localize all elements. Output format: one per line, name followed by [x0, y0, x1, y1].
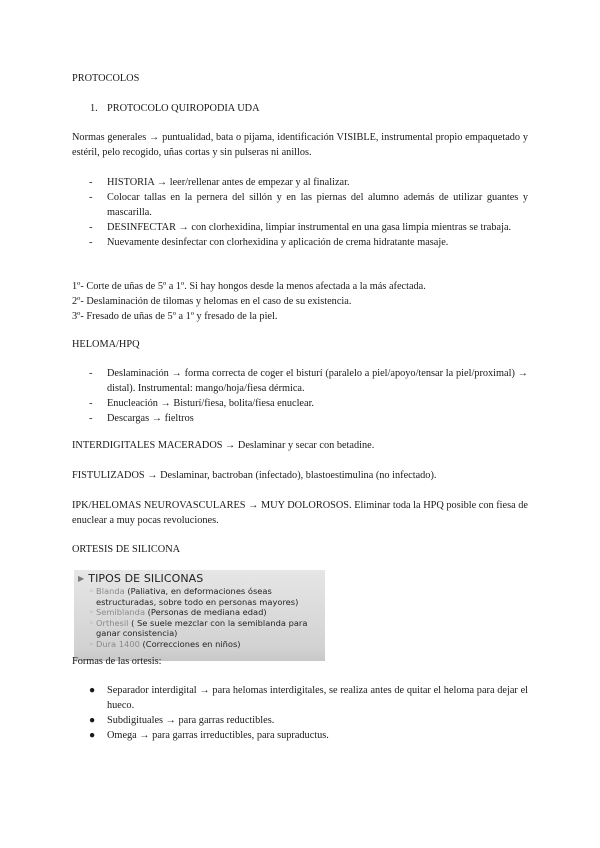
list-item: - Descargas → fieltros: [89, 413, 194, 424]
siliconas-image: [74, 570, 325, 661]
ipk-paragraph: IPK/HELOMAS NEUROVASCULARES → MUY DOLOROSOS. Eliminar toda la HPQ posible con fiesa de enuclear a muy pocas revoluciones.: [72, 500, 528, 526]
step-line: 3º- Fresado de uñas de 5º a 1º y fresado de la piel.: [72, 311, 278, 322]
list-item: - Enucleación → Bisturí/fiesa, bolita/fiesa enuclear.: [89, 398, 315, 409]
protocol-list: [72, 175, 528, 250]
protocol-title-text: PROTOCOLO QUIROPODIA UDA: [107, 103, 260, 114]
silicona-item: ◦ Orthesil ( Se suele mezclar con la semiblanda para ganar consistencia): [89, 617, 308, 638]
list-item: - DESINFECTAR → con clorhexidina, limpiar instrumental en una gasa limpia mientras se trabaja.: [89, 222, 512, 233]
list-item: ● Omega → para garras irreductibles, para supraductus.: [89, 730, 329, 741]
steps-block: [72, 279, 528, 324]
step-line: 2º- Deslaminación de tilomas y helomas en el caso de su existencia.: [72, 296, 352, 307]
interdigitales-paragraph: INTERDIGITALES MACERADOS → Deslaminar y secar con betadine.: [72, 440, 375, 451]
siliconas-list: [78, 586, 325, 649]
step-line: 1º- Corte de uñas de 5º a 1º. Si hay hongos desde la menos afectada a la más afectada.: [72, 281, 426, 292]
silicona-item: ◦ Dura 1400 (Correcciones en niños): [89, 638, 241, 649]
triangle-bullet-icon: ▶: [78, 574, 85, 583]
page-heading: PROTOCOLOS: [72, 73, 140, 84]
normas-paragraph: Normas generales → puntualidad, bata o pijama, identificación VISIBLE, instrumental propio empaquetado y estéril, pelo recogido, uñas cortas y sin pulseras ni anillos.: [72, 132, 528, 158]
formas-heading: Formas de las ortesis:: [72, 656, 162, 667]
silicona-item: ◦ Blanda (Paliativa, en deformaciones óseas estructuradas, sobre todo en personas mayores): [89, 586, 299, 607]
heloma-list: [72, 366, 528, 426]
list-item: - Colocar tallas en la pernera del sillón y en las piernas del alumno además de utilizar guantes y mascarilla.: [89, 192, 528, 218]
fistulizados-paragraph: FISTULIZADOS → Deslaminar, bactroban (infectado), blastoestimulina (no infectado).: [72, 470, 437, 481]
heloma-heading: HELOMA/HPQ: [72, 339, 140, 350]
list-item: - Nuevamente desinfectar con clorhexidina y aplicación de crema hidratante masaje.: [89, 237, 449, 248]
formas-list: [72, 683, 528, 743]
list-item: ● Subdigituales → para garras reductibles.: [89, 715, 275, 726]
protocol-number: 1.: [90, 103, 98, 114]
silicona-item: ◦ Semiblanda (Personas de mediana edad): [89, 607, 267, 617]
list-item: - Deslaminación → forma correcta de coger el bisturí (paralelo a piel/apoyo/tensar la piel/proximal) → distal). Instrumental: mango/hoja/fiesa dérmica.: [89, 368, 528, 394]
protocol-title: [72, 101, 546, 116]
list-item: ● Separador interdigital → para helomas interdigitales, se realiza antes de quitar el heloma para dejar el hueco.: [89, 685, 528, 711]
ortesis-heading: ORTESIS DE SILICONA: [72, 544, 181, 555]
list-item: - HISTORIA → leer/rellenar antes de empezar y al finalizar.: [89, 177, 350, 188]
siliconas-title: ▶ TIPOS DE SILICONAS: [78, 572, 204, 585]
